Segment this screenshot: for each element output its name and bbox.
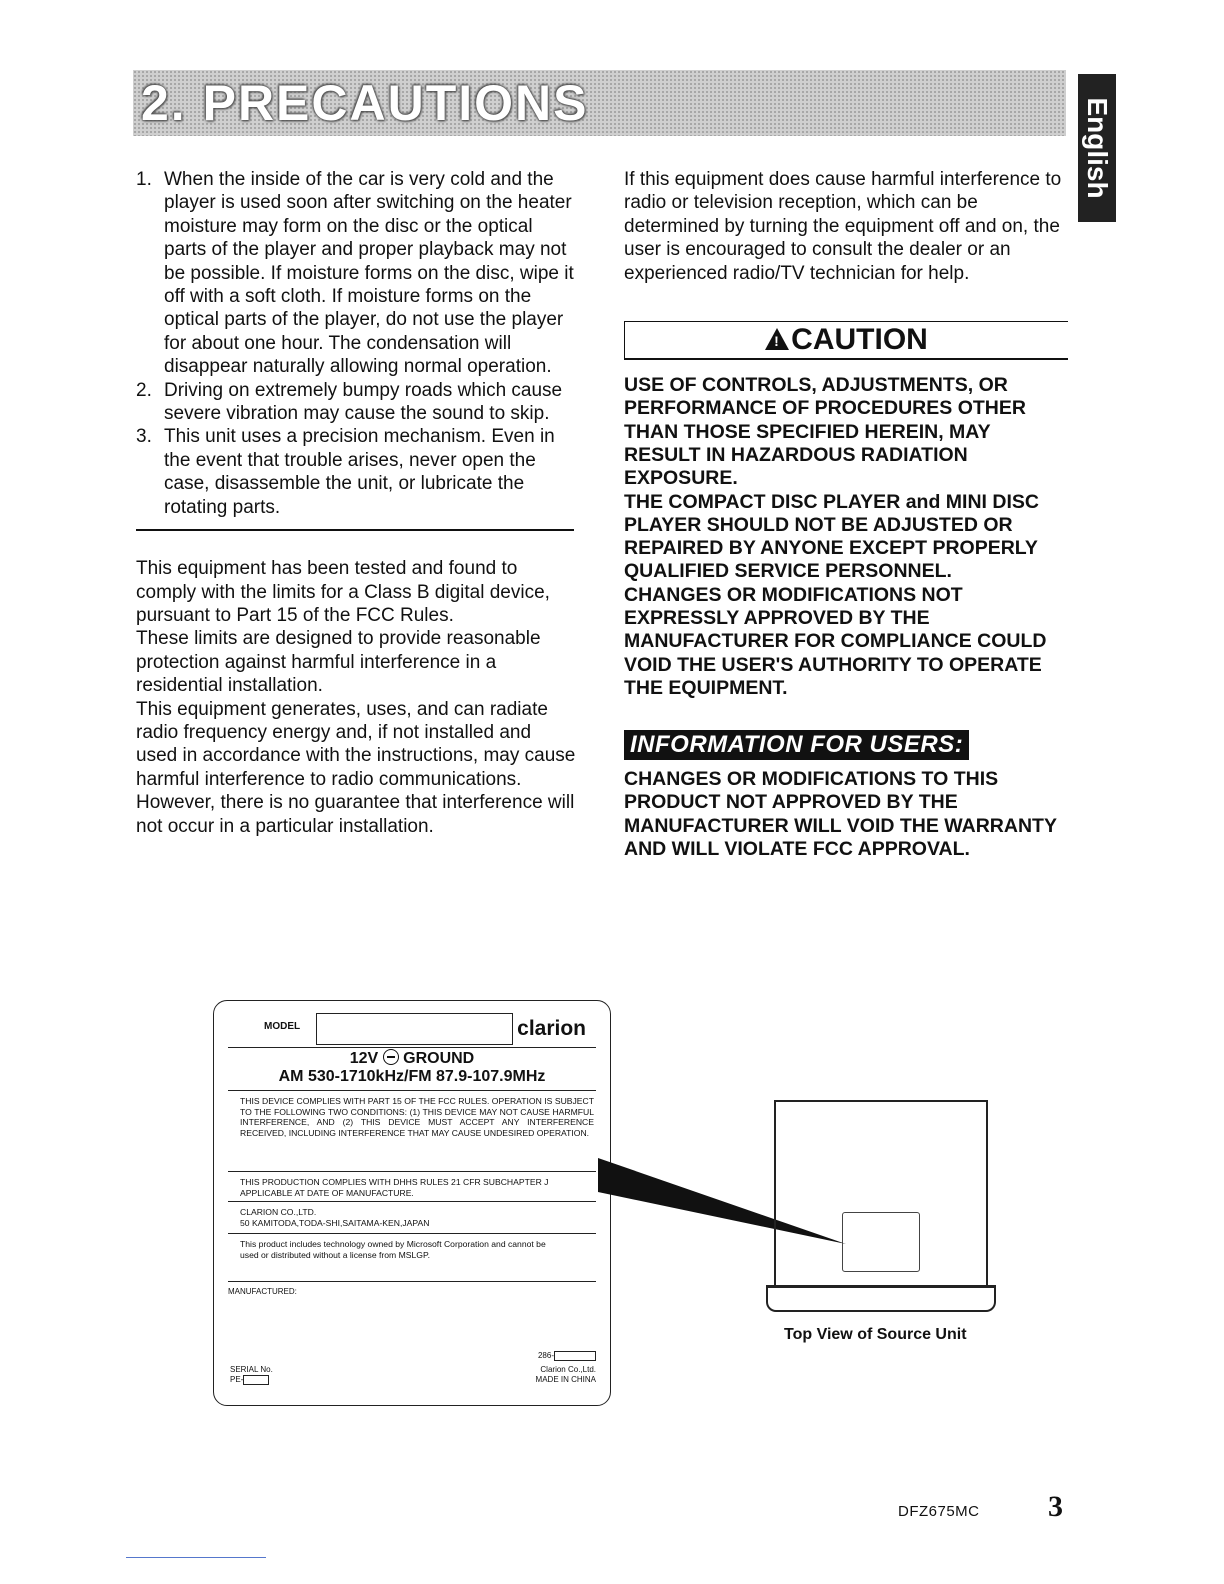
info-users-text: CHANGES OR MODIFICATIONS TO THIS PRODUCT NOT APPROVED BY THE MANUFACTURER WILL VOID THE WARRANTY AND WILL VIOLATE FCC APPROVAL.: [624, 768, 1057, 861]
label-divider: [228, 1281, 596, 1282]
label-address: 50 KAMITODA,TODA-SHI,SAITAMA-KEN,JAPAN: [240, 1218, 430, 1228]
label-fcc-notice: THIS DEVICE COMPLIES WITH PART 15 OF THE FCC RULES. OPERATION IS SUBJECT TO THE FOLLOWING TWO CONDITIONS: (1) THIS DEVICE MAY NOT CAUSE HARMFUL INTERFERENCE, AND (2) THIS DEVICE MUST ACCEPT ANY INTERFERENCE RECEIVED, INCLUDING INTERFERENCE THAT MAY CAUSE UNDESIRED OPERATION.: [240, 1096, 594, 1138]
label-made-in: MADE IN CHINA: [535, 1375, 596, 1384]
label-company: CLARION CO.,LTD.: [240, 1207, 317, 1217]
label-divider: [228, 1233, 596, 1234]
label-divider: [228, 1047, 596, 1048]
minus-circle-icon: [383, 1049, 399, 1065]
label-dhhs-notice: THIS PRODUCTION COMPLIES WITH DHHS RULES 21 CFR SUBCHAPTER J APPLICABLE AT DATE OF MANUFACTURE.: [240, 1177, 549, 1198]
page-number: 3: [1048, 1490, 1063, 1523]
label-company-small: Clarion Co.,Ltd.: [540, 1365, 596, 1374]
source-unit-caption: Top View of Source Unit: [784, 1326, 967, 1343]
label-manufactured: MANUFACTURED:: [228, 1287, 297, 1296]
caution-paragraph-3: CHANGES OR MODIFICATIONS NOT EXPRESSLY APPROVED BY THE MANUFACTURER FOR COMPLIANCE COULD VOID THE USER'S AUTHORITY TO OPERATE THE EQUIPMENT.: [624, 583, 1047, 699]
label-bands: AM 530-1710kHz/FM 87.9-107.9MHz: [278, 1068, 546, 1085]
footer-model: DFZ675MC: [898, 1503, 980, 1520]
list-item: 3. This unit uses a precision mechanism. Even in the event that trouble arises, never open the case, disassemble the unit, or lubricate the rotating parts.: [136, 426, 555, 518]
section-header-bar: [133, 70, 1066, 136]
fcc-paragraph-2: These limits are designed to provide reasonable protection against harmful interference in a residential installation.: [136, 628, 541, 697]
list-item: 2. Driving on extremely bumpy roads which cause severe vibration may cause the sound to skip.: [136, 379, 563, 425]
label-model-caption: MODEL: [264, 1021, 301, 1032]
language-tab-label: English: [1082, 97, 1113, 199]
precautions-list: [136, 168, 576, 519]
fcc-paragraph-4: If this equipment does cause harmful interference to radio or television reception, which can be determined by turning the equipment off and on, the user is encouraged to consult the dealer or an experienced radio/TV technician for help.: [624, 169, 1062, 284]
language-tab: [1078, 74, 1116, 222]
label-pe: PE-: [230, 1375, 269, 1385]
source-unit-base: [766, 1285, 996, 1312]
product-label: [213, 1000, 611, 1406]
caution-title: CAUTION: [791, 323, 928, 357]
label-divider: [228, 1201, 596, 1202]
pe-box: [243, 1375, 269, 1385]
label-location-marker: [842, 1212, 920, 1272]
right-column: [624, 168, 1068, 861]
warning-triangle-icon: [765, 328, 789, 350]
list-item: 1. When the inside of the car is very cold and the player is used soon after switching on the heater moisture may form on the disc or the optical parts of the player and proper playback may not be possible. If moisture forms on the disc, wipe it off with a soft cloth. If moisture forms on the optical parts of the player, do not use the player for about one hour. The condensation will disappear naturally allowing normal operation.: [136, 169, 574, 378]
fcc-paragraph-3: This equipment generates, uses, and can radiate radio frequency energy and, if not installed and used in accordance with the instructions, may cause harmful interference to radio communications. However, there is no guarantee that interference will not occur in a particular installation.: [136, 698, 576, 837]
divider: [136, 529, 574, 531]
label-code: 286-: [538, 1351, 596, 1361]
bottom-divider: [126, 1557, 266, 1558]
caution-header: [624, 321, 1068, 360]
label-divider: [228, 1090, 596, 1091]
section-title: 2. PRECAUTIONS: [141, 75, 589, 131]
label-power-spec: 12V GROUND AM 530-1710kHz/FM 87.9-107.9MHz: [214, 1049, 610, 1086]
label-ms-notice: This product includes technology owned by Microsoft Corporation and cannot be used or distributed without a license from MSLGP.: [240, 1239, 546, 1260]
caution-paragraph-1: USE OF CONTROLS, ADJUSTMENTS, OR PERFORMANCE OF PROCEDURES OTHER THAN THOSE SPECIFIED HEREIN, MAY RESULT IN HAZARDOUS RADIATION EXPOSURE.: [624, 374, 1026, 490]
caution-paragraph-2: THE COMPACT DISC PLAYER and MINI DISC PLAYER SHOULD NOT BE ADJUSTED OR REPAIRED BY ANYONE EXCEPT PROPERLY QUALIFIED SERVICE PERSONNEL.: [624, 490, 1039, 583]
label-brand-logo: clarion: [517, 1017, 586, 1040]
label-divider: [228, 1171, 596, 1172]
label-serial: SERIAL No.: [230, 1365, 273, 1374]
fcc-paragraph-1: This equipment has been tested and found to comply with the limits for a Class B digital device, pursuant to Part 15 of the FCC Rules.: [136, 558, 550, 626]
left-column: [136, 168, 576, 838]
label-model-box: [316, 1013, 513, 1045]
info-users-banner: INFORMATION FOR USERS:: [624, 730, 969, 760]
code-box: [554, 1351, 596, 1361]
